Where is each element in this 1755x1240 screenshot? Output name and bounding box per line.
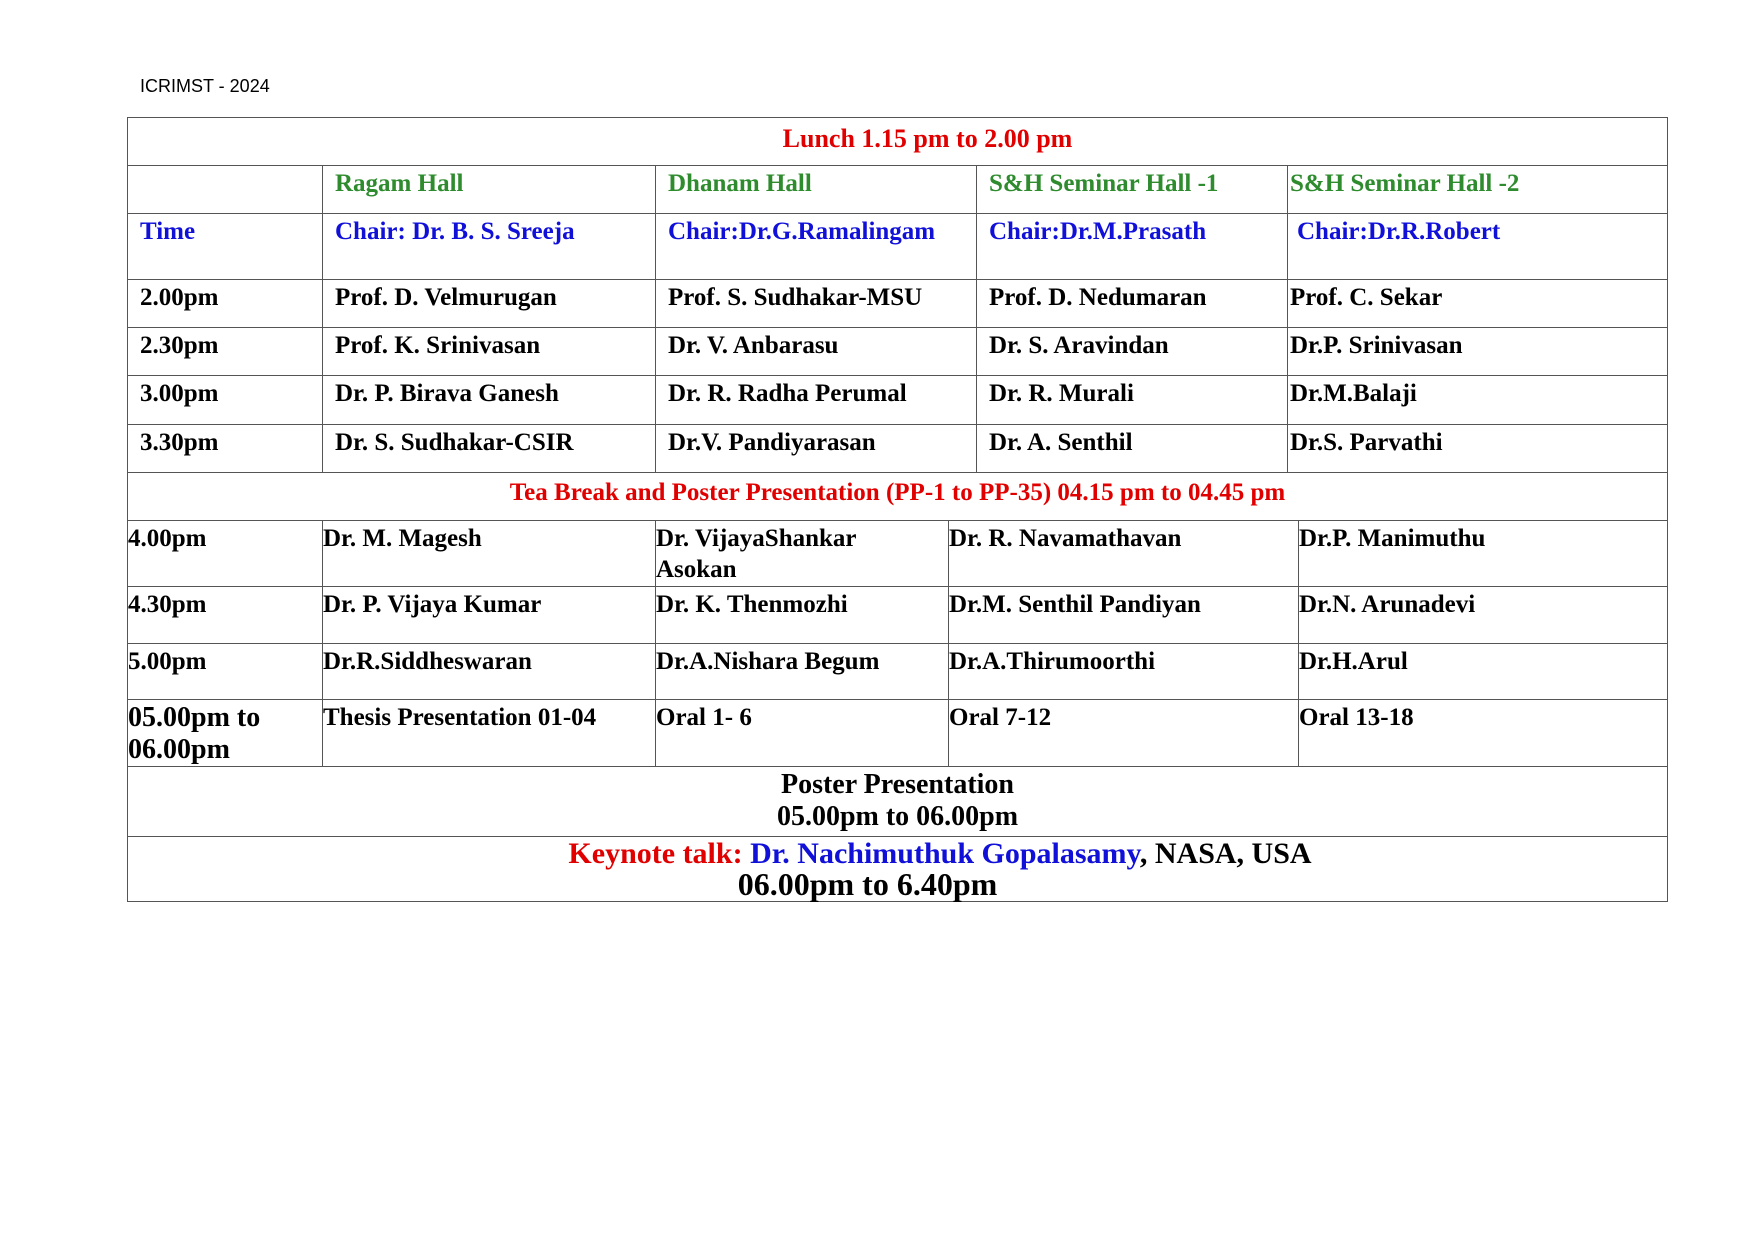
hall-sh-2: S&H Seminar Hall -2 [1290, 170, 1520, 197]
session1-time: 3.00pm [128, 376, 323, 424]
chair-sh-2: Chair:Dr.R.Robert [1297, 218, 1501, 245]
lunch-text: Lunch 1.15 pm to 2.00 pm [782, 124, 1073, 153]
poster-row [127, 766, 1668, 836]
session2-time: 4.00pm [128, 521, 323, 586]
speaker-cell: Dr.V. Pandiyarasan [656, 425, 977, 472]
hall-ragam: Ragam Hall [323, 166, 656, 213]
keynote-time: 06.00pm to 6.40pm [737, 866, 998, 902]
session1-row [127, 375, 1668, 424]
speaker-cell: Prof. C. Sekar [1290, 284, 1443, 311]
session1-time: 2.00pm [128, 280, 323, 327]
speaker-cell: Dr.R.Siddheswaran [323, 644, 656, 699]
tea-break-text: Tea Break and Poster Presentation (PP-1 to PP-35) 04.15 pm to 04.45 pm [509, 479, 1286, 506]
schedule-table [127, 117, 1668, 902]
speaker-cell: Dr.S. Parvathi [1290, 429, 1443, 456]
speaker-cell: Dr.P. Srinivasan [1290, 332, 1463, 359]
chair-ragam: Chair: Dr. B. S. Sreeja [323, 214, 656, 279]
session1-time: 2.30pm [128, 328, 323, 375]
speaker-cell: Dr. R. Navamathavan [949, 521, 1299, 586]
speaker-cell: Oral 1- 6 [656, 700, 949, 766]
speaker-cell: Prof. D. Nedumaran [977, 280, 1288, 327]
speaker-cell: Dr. K. Thenmozhi [656, 587, 949, 643]
chair-row [127, 213, 1668, 279]
keynote-speaker: Dr. Nachimuthuk Gopalasamy [750, 837, 1140, 870]
poster-time: 05.00pm to 06.00pm [776, 801, 1019, 832]
speaker-cell: Dr.P. Manimuthu [1299, 525, 1486, 552]
keynote-row [127, 836, 1668, 902]
session1-row [127, 279, 1668, 327]
keynote-affiliation: , NASA, USA [1139, 837, 1312, 870]
speaker-cell: Dr. R. Radha Perumal [656, 376, 977, 424]
speaker-cell: Dr.A.Nishara Begum [656, 644, 949, 699]
speaker-cell: Thesis Presentation 01-04 [323, 700, 656, 766]
poster-title: Poster Presentation [780, 769, 1015, 800]
session2-row [127, 520, 1668, 586]
hall-sh-1: S&H Seminar Hall -1 [977, 166, 1288, 213]
speaker-cell: Dr. P. Birava Ganesh [323, 376, 656, 424]
keynote-line [128, 837, 1667, 869]
speaker-cell: Oral 13-18 [1299, 704, 1414, 731]
speaker-cell: Dr. S. Sudhakar-CSIR [323, 425, 656, 472]
session2-row [127, 699, 1668, 766]
speaker-cell: Dr. M. Magesh [323, 521, 656, 586]
document-header: ICRIMST - 2024 [140, 76, 270, 96]
time-label: Time [128, 214, 323, 279]
speaker-cell: Prof. S. Sudhakar-MSU [656, 280, 977, 327]
speaker-cell: Dr. V. Anbarasu [656, 328, 977, 375]
speaker-cell: Dr.M.Balaji [1290, 380, 1417, 407]
speaker-cell: Dr.H.Arul [1299, 648, 1408, 675]
tea-break-row [127, 472, 1668, 520]
speaker-cell: Dr. A. Senthil [977, 425, 1288, 472]
session1-row [127, 424, 1668, 472]
speaker-cell: Prof. D. Velmurugan [323, 280, 656, 327]
hall-dhanam: Dhanam Hall [656, 166, 977, 213]
speaker-cell: Dr. S. Aravindan [977, 328, 1288, 375]
session1-row [127, 327, 1668, 375]
hall-header-row [127, 165, 1668, 213]
session2-row [127, 586, 1668, 643]
lunch-row [127, 117, 1668, 165]
speaker-cell: Dr.M. Senthil Pandiyan [949, 587, 1299, 643]
session2-time: 05.00pm to 06.00pm [128, 700, 323, 766]
session2-time: 4.30pm [128, 587, 323, 643]
speaker-cell: Dr. VijayaShankar Asokan [656, 521, 949, 586]
speaker-cell: Dr.N. Arunadevi [1299, 591, 1476, 618]
speaker-cell: Dr. P. Vijaya Kumar [323, 587, 656, 643]
session2-time: 5.00pm [128, 644, 323, 699]
keynote-label: Keynote talk: [568, 837, 751, 870]
session1-time: 3.30pm [128, 425, 323, 472]
chair-dhanam: Chair:Dr.G.Ramalingam [656, 214, 977, 279]
speaker-cell: Dr.A.Thirumoorthi [949, 644, 1299, 699]
chair-sh-1: Chair:Dr.M.Prasath [977, 214, 1288, 279]
speaker-cell: Dr. R. Murali [977, 376, 1288, 424]
speaker-cell: Prof. K. Srinivasan [323, 328, 656, 375]
speaker-cell: Oral 7-12 [949, 700, 1299, 766]
hall-header-blank [128, 166, 323, 213]
session2-row [127, 643, 1668, 699]
